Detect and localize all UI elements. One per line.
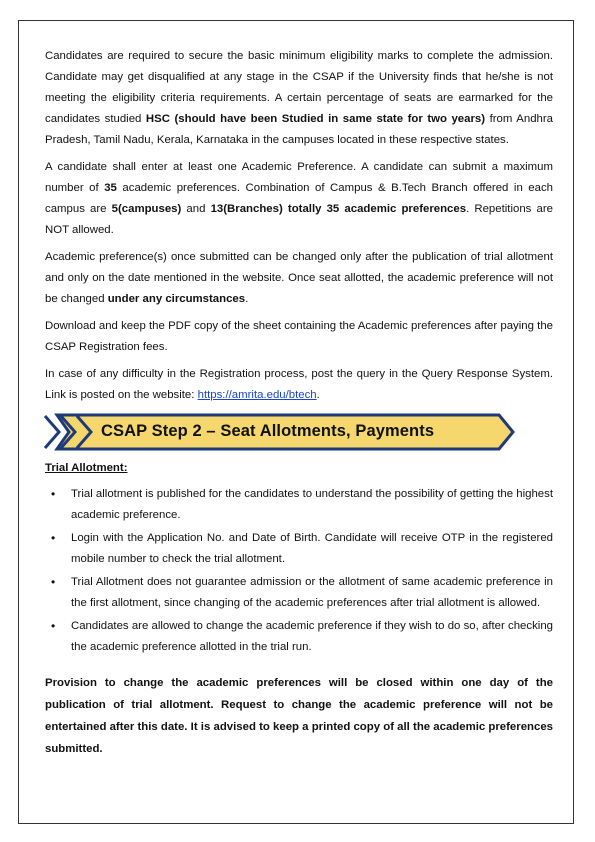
list-item: • Candidates are allowed to change the academic preference if they wish to do so, after checking the academic preference allotted in the trial run. — [71, 616, 553, 658]
bullet-icon: • — [51, 531, 56, 545]
paragraph-download-pdf: Download and keep the PDF copy of the sheet containing the Academic preferences after paying the CSAP Registration fees. — [45, 320, 553, 353]
section-title: CSAP Step 2 – Seat Allotments, Payments — [101, 422, 435, 440]
document-body — [45, 46, 553, 766]
trial-allotment-list — [45, 484, 553, 658]
list-item: • Trial Allotment does not guarantee admission or the allotment of same academic preference in the first allotment, since changing of the academic preferences after trial allotment is allowed. — [71, 572, 553, 614]
paragraph-eligibility: Candidates are required to secure the basic minimum eligibility marks to complete the admission. Candidate may get disqualified at any stage in the CSAP if the University finds that he/she is not meeting the eligibility criteria requirements. A certain percentage of seats are earmarked for the candidates studied HSC (should have been Studied in same state for two years) from Andhra Pradesh, Tamil Nadu, Kerala, Karnataka in the campuses located in these respective states. — [45, 50, 554, 146]
list-item: • Trial allotment is published for the candidates to understand the possibility of getting the highest academic preference. — [71, 484, 553, 526]
section-banner — [39, 412, 519, 452]
paragraph-query-support: In case of any difficulty in the Registration process, post the query in the Query Response System. Link is posted on the website: https://amrita.edu/btech. — [45, 368, 553, 401]
chevron-icon — [45, 416, 59, 448]
bullet-icon: • — [51, 487, 56, 501]
closing-notice: Provision to change the academic preferences will be closed within one day of the publication of trial allotment. Request to change the academic preference will not be entertained after this date. It is advised to keep a printed copy of all the academic preferences submitted. — [45, 677, 553, 755]
trial-allotment-heading: Trial Allotment: — [45, 462, 128, 474]
list-item: • Login with the Application No. and Date of Birth. Candidate will receive OTP in the registered mobile number to check the trial allotment. — [71, 528, 553, 570]
btech-website-link[interactable]: https://amrita.edu/btech — [197, 389, 317, 401]
bullet-icon: • — [51, 619, 56, 633]
bullet-icon: • — [51, 575, 56, 589]
paragraph-preferences: A candidate shall enter at least one Academic Preference. A candidate can submit a maximum number of 35 academic preferences. Combination of Campus & B.Tech Branch offered in each campus are 5(campuses) and 13(Branches) totally 35 academic preferences. Repetitions are NOT allowed. — [45, 161, 554, 236]
paragraph-change-preference: Academic preference(s) once submitted can be changed only after the publication of trial allotment and only on the date mentioned in the website. Once seat allotted, the academic preference will not be changed under any circumstances. — [45, 251, 553, 305]
